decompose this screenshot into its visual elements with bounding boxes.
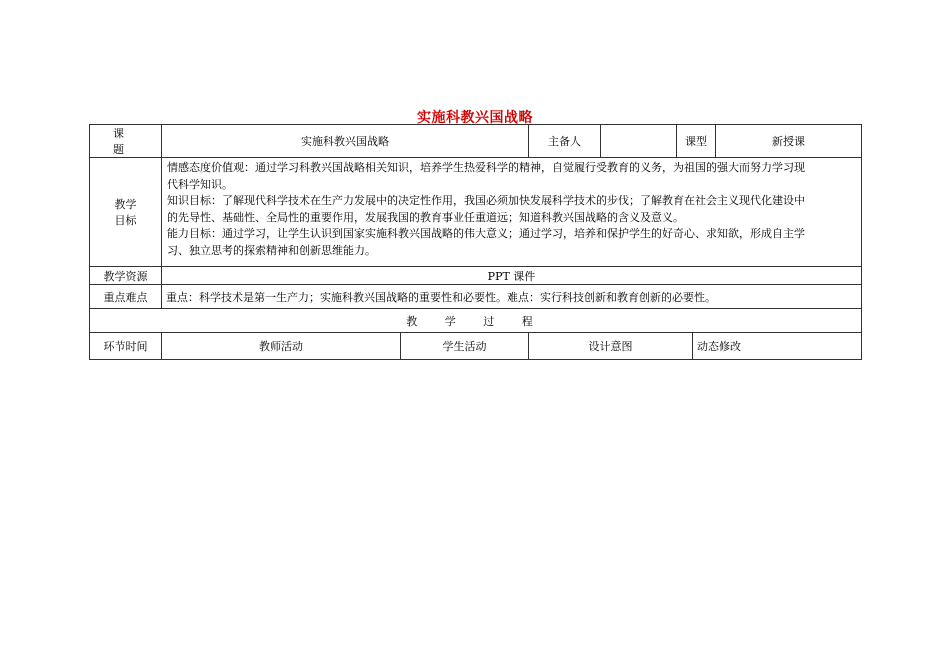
goals-line: 的先导性、基础性、全局性的重要作用，发展我国的教育事业任重道远；知道科教兴国战略的含义及意义。: [167, 210, 684, 224]
col-design-intent: 设计意图: [529, 333, 693, 360]
goals-label-line1: 教学: [114, 198, 137, 211]
key-points-row: [90, 285, 862, 309]
process-header-row: [90, 333, 862, 360]
goals-label-line2: 目标: [114, 214, 137, 227]
key-points-label: 重点难点: [90, 285, 162, 309]
document-title: 实施科教兴国战略: [417, 110, 533, 126]
process-row: [90, 309, 862, 333]
goals-line: 知识目标：了解现代科学技术在生产力发展中的决定性作用，我国必须加快发展科学技术的步伐；了解教育在社会主义现代化建设中: [167, 194, 805, 207]
course-row: [90, 125, 862, 158]
preparer-value: [601, 125, 677, 158]
course-type-label: 课型: [677, 125, 716, 158]
resources-label: 教学资源: [90, 267, 162, 285]
goals-line: 代科学知识。: [167, 177, 233, 191]
goals-line: 习、独立思考的探索精神和创新思维能力。: [167, 243, 376, 257]
col-teacher-activity: 教师活动: [162, 333, 401, 360]
course-topic: 实施科教兴国战略: [162, 125, 529, 158]
preparer-label: 主备人: [529, 125, 601, 158]
goals-line: 情感态度价值观：通过学习科教兴国战略相关知识，培养学生热爱科学的精神，自觉履行受教育的义务，为祖国的强大而努力学习现: [167, 161, 805, 174]
course-type-value: 新授课: [716, 125, 862, 158]
goals-label: [90, 158, 162, 267]
goals-row: [90, 158, 862, 267]
goals-line: 能力目标：通过学习，让学生认识到国家实施科教兴国战略的伟大意义；通过学习，培养和保护学生的好奇心、求知欲，形成自主学: [167, 227, 805, 240]
lesson-plan-table: [89, 124, 862, 360]
col-stage-time: 环节时间: [90, 333, 162, 360]
resources-row: [90, 267, 862, 285]
col-student-activity: 学生活动: [401, 333, 529, 360]
key-points-value: 重点：科学技术是第一生产力；实施科教兴国战略的重要性和必要性。难点：实行科技创新和教育创新的必要性。: [162, 285, 862, 309]
col-dynamic-revision: 动态修改: [693, 333, 862, 360]
process-heading: 教 学 过 程: [90, 309, 862, 333]
goals-content: [162, 158, 862, 267]
course-label: 课 题: [90, 125, 162, 158]
resources-value: PPT 课件: [162, 267, 862, 285]
